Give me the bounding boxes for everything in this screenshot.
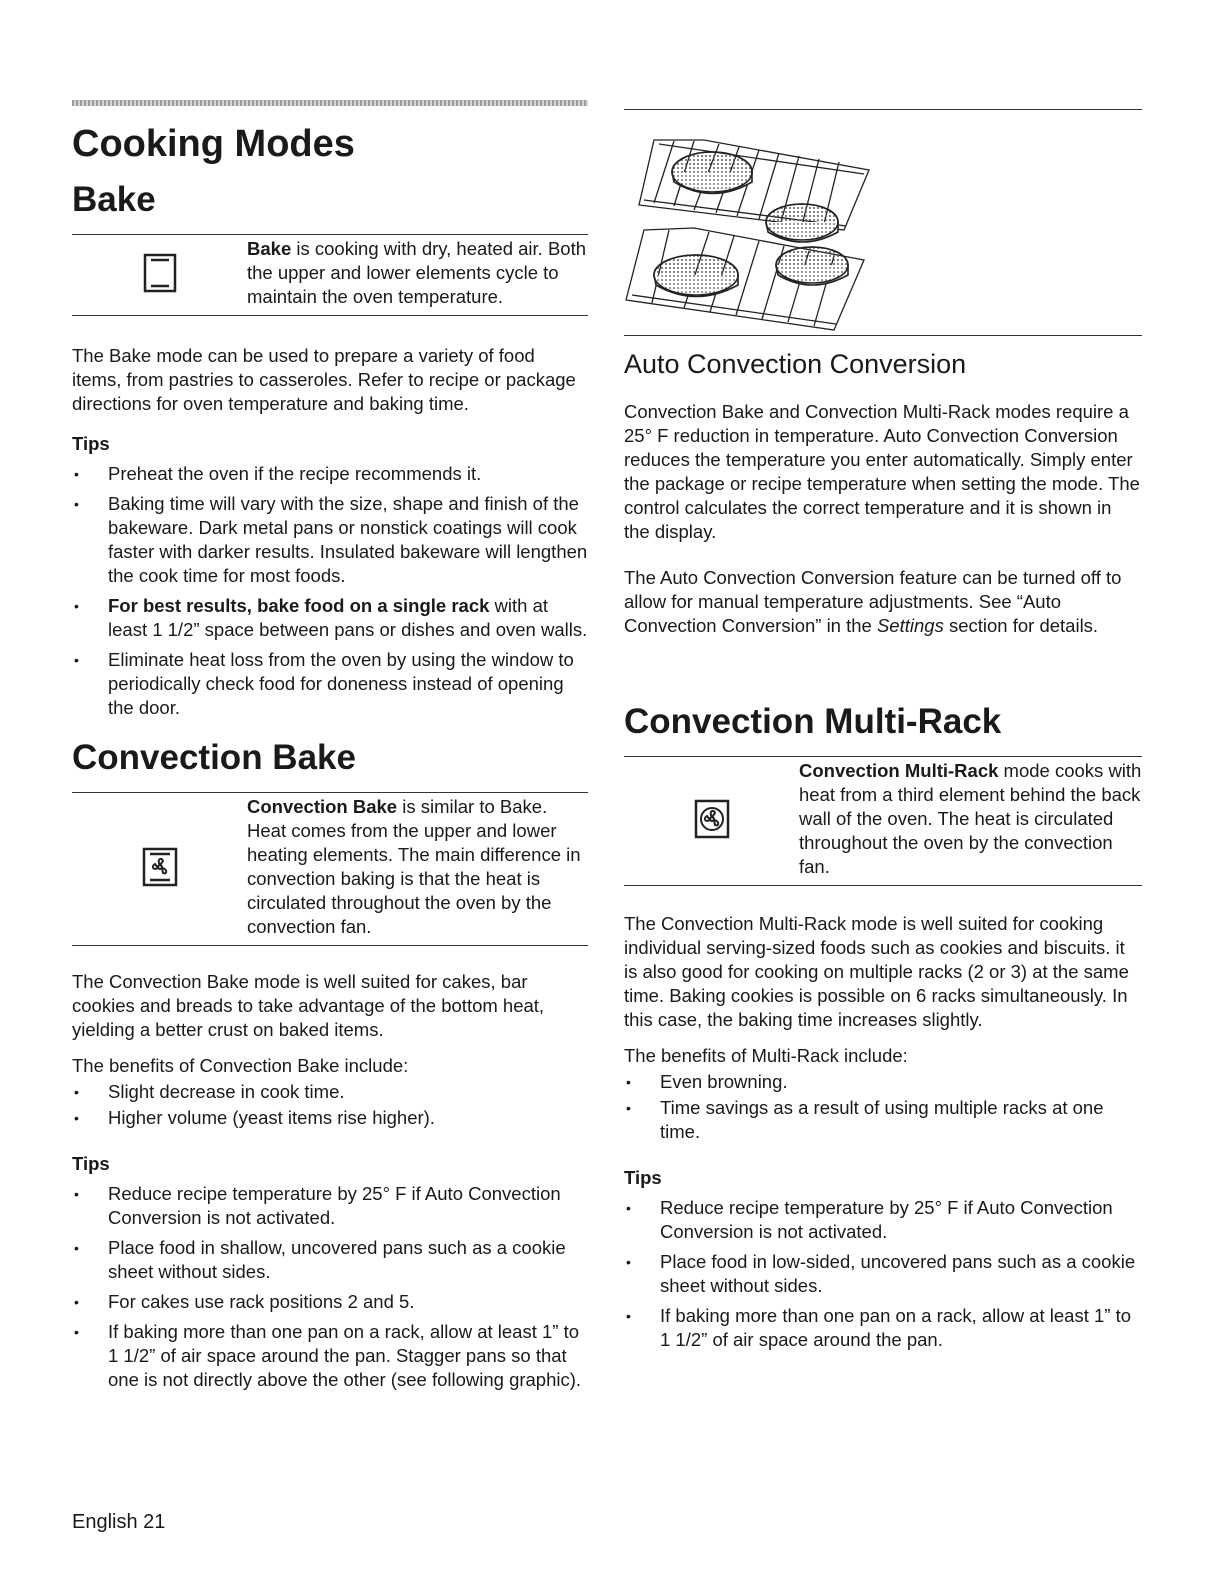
bake-mode-box [72,234,588,316]
convection-bake-tips-list [72,1182,588,1392]
list-item: • For cakes use rack positions 2 and 5. [72,1290,588,1314]
bake-description: Bake is cooking with dry, heated air. Both the upper and lower elements cycle to maintain the oven temperature. [247,238,587,307]
list-item: • Even browning. [624,1070,1142,1094]
auto-conversion-p2: The Auto Convection Conversion feature can be turned off to allow for manual temperature adjustments. See “Auto Convection Conversion” in the Settings section for details. [624,567,1122,636]
auto-conversion-p1: Convection Bake and Convection Multi-Rack modes require a 25° F reduction in temperature. Auto Convection Conversion reduces the temperature you enter automatically. Simply enter the package or recipe temperature when setting the mode. The control calculates the correct temperature and it is shown in the display. [624,401,1140,542]
list-item: • If baking more than one pan on a rack, allow at least 1” to 1 1/2” of air space around the pan. [624,1304,1142,1352]
left-column [72,100,588,1402]
list-item: • Place food in low-sided, uncovered pans such as a cookie sheet without sides. [624,1250,1142,1298]
convection-bake-tips-label: Tips [72,1153,110,1174]
page-title: Cooking Modes [72,123,355,165]
figure-rule [624,335,1142,336]
bake-intro: The Bake mode can be used to prepare a variety of food items, from pastries to casseroles. Refer to recipe or package directions for oven temperature and baking time. [72,345,576,414]
multi-rack-heading: Convection Multi-Rack [624,702,1002,741]
header-rule [72,100,588,106]
convection-bake-benefits-list [72,1080,588,1130]
multi-rack-description: Convection Multi-Rack mode cooks with heat from a third element behind the back wall of the oven. The heat is circulated throughout the oven by the convection fan. [799,760,1142,877]
list-item: • For best results, bake food on a single rack with at least 1 1/2” space between pans or dishes and oven walls. [72,594,588,642]
bake-heading: Bake [72,180,156,219]
list-item: • Preheat the oven if the recipe recommends it. [72,462,588,486]
list-item: • Reduce recipe temperature by 25° F if Auto Convection Conversion is not activated. [72,1182,588,1230]
bake-tips-list [72,462,588,720]
multi-rack-intro: The Convection Multi-Rack mode is well suited for cooking individual serving-sized foods such as cookies and biscuits. it is also good for cooking on multiple racks (2 or 3) at the same time. Baking cookies is possible on 6 racks simultaneously. In this case, the baking time increases slightly. [624,913,1129,1030]
multi-rack-benefits-list [624,1070,1142,1144]
page-footer: English 21 [72,1511,166,1533]
list-item: • Eliminate heat loss from the oven by using the window to periodically check food for doneness instead of opening the door. [72,648,588,720]
convection-bake-intro: The Convection Bake mode is well suited for cakes, bar cookies and breads to take advantage of the bottom heat, yielding a better crust on baked items. [72,971,545,1040]
convection-bake-benefits-label: The benefits of Convection Bake include: [72,1055,409,1076]
auto-conversion-heading: Auto Convection Conversion [624,349,967,379]
bake-mode-icon [143,253,177,293]
multi-rack-mode-box [624,756,1142,886]
list-item: • If baking more than one pan on a rack, allow at least 1” to 1 1/2” of air space around the pan. Stagger pans so that one is not directly above the other (see following graphic). [72,1320,588,1392]
convection-multi-rack-icon [694,799,730,839]
list-item: • Reduce recipe temperature by 25° F if Auto Convection Conversion is not activated. [624,1196,1142,1244]
convection-bake-mode-box [72,792,588,946]
convection-bake-icon [142,847,178,887]
multi-rack-benefits-label: The benefits of Multi-Rack include: [624,1045,908,1066]
list-item: • Slight decrease in cook time. [72,1080,588,1104]
bake-tips-label: Tips [72,433,110,454]
list-item: • Time savings as a result of using multiple racks at one time. [624,1096,1142,1144]
multi-rack-tips-label: Tips [624,1167,662,1188]
convection-bake-heading: Convection Bake [72,738,356,777]
list-item: • Place food in shallow, uncovered pans such as a cookie sheet without sides. [72,1236,588,1284]
staggered-pans-illustration [624,110,884,335]
staggered-pans-figure [624,110,1142,335]
convection-bake-description: Convection Bake is similar to Bake. Heat comes from the upper and lower heating elements. The main difference in convection baking is that the heat is circulated throughout the oven by the convection fan. [247,796,581,937]
multi-rack-tips-list [624,1196,1142,1352]
list-item: • Baking time will vary with the size, shape and finish of the bakeware. Dark metal pans or nonstick coatings will cook faster with darker results. Insulated bakeware will lengthen the cook time for most foods. [72,492,588,588]
list-item: • Higher volume (yeast items rise higher). [72,1106,588,1130]
right-column [624,100,1142,1362]
